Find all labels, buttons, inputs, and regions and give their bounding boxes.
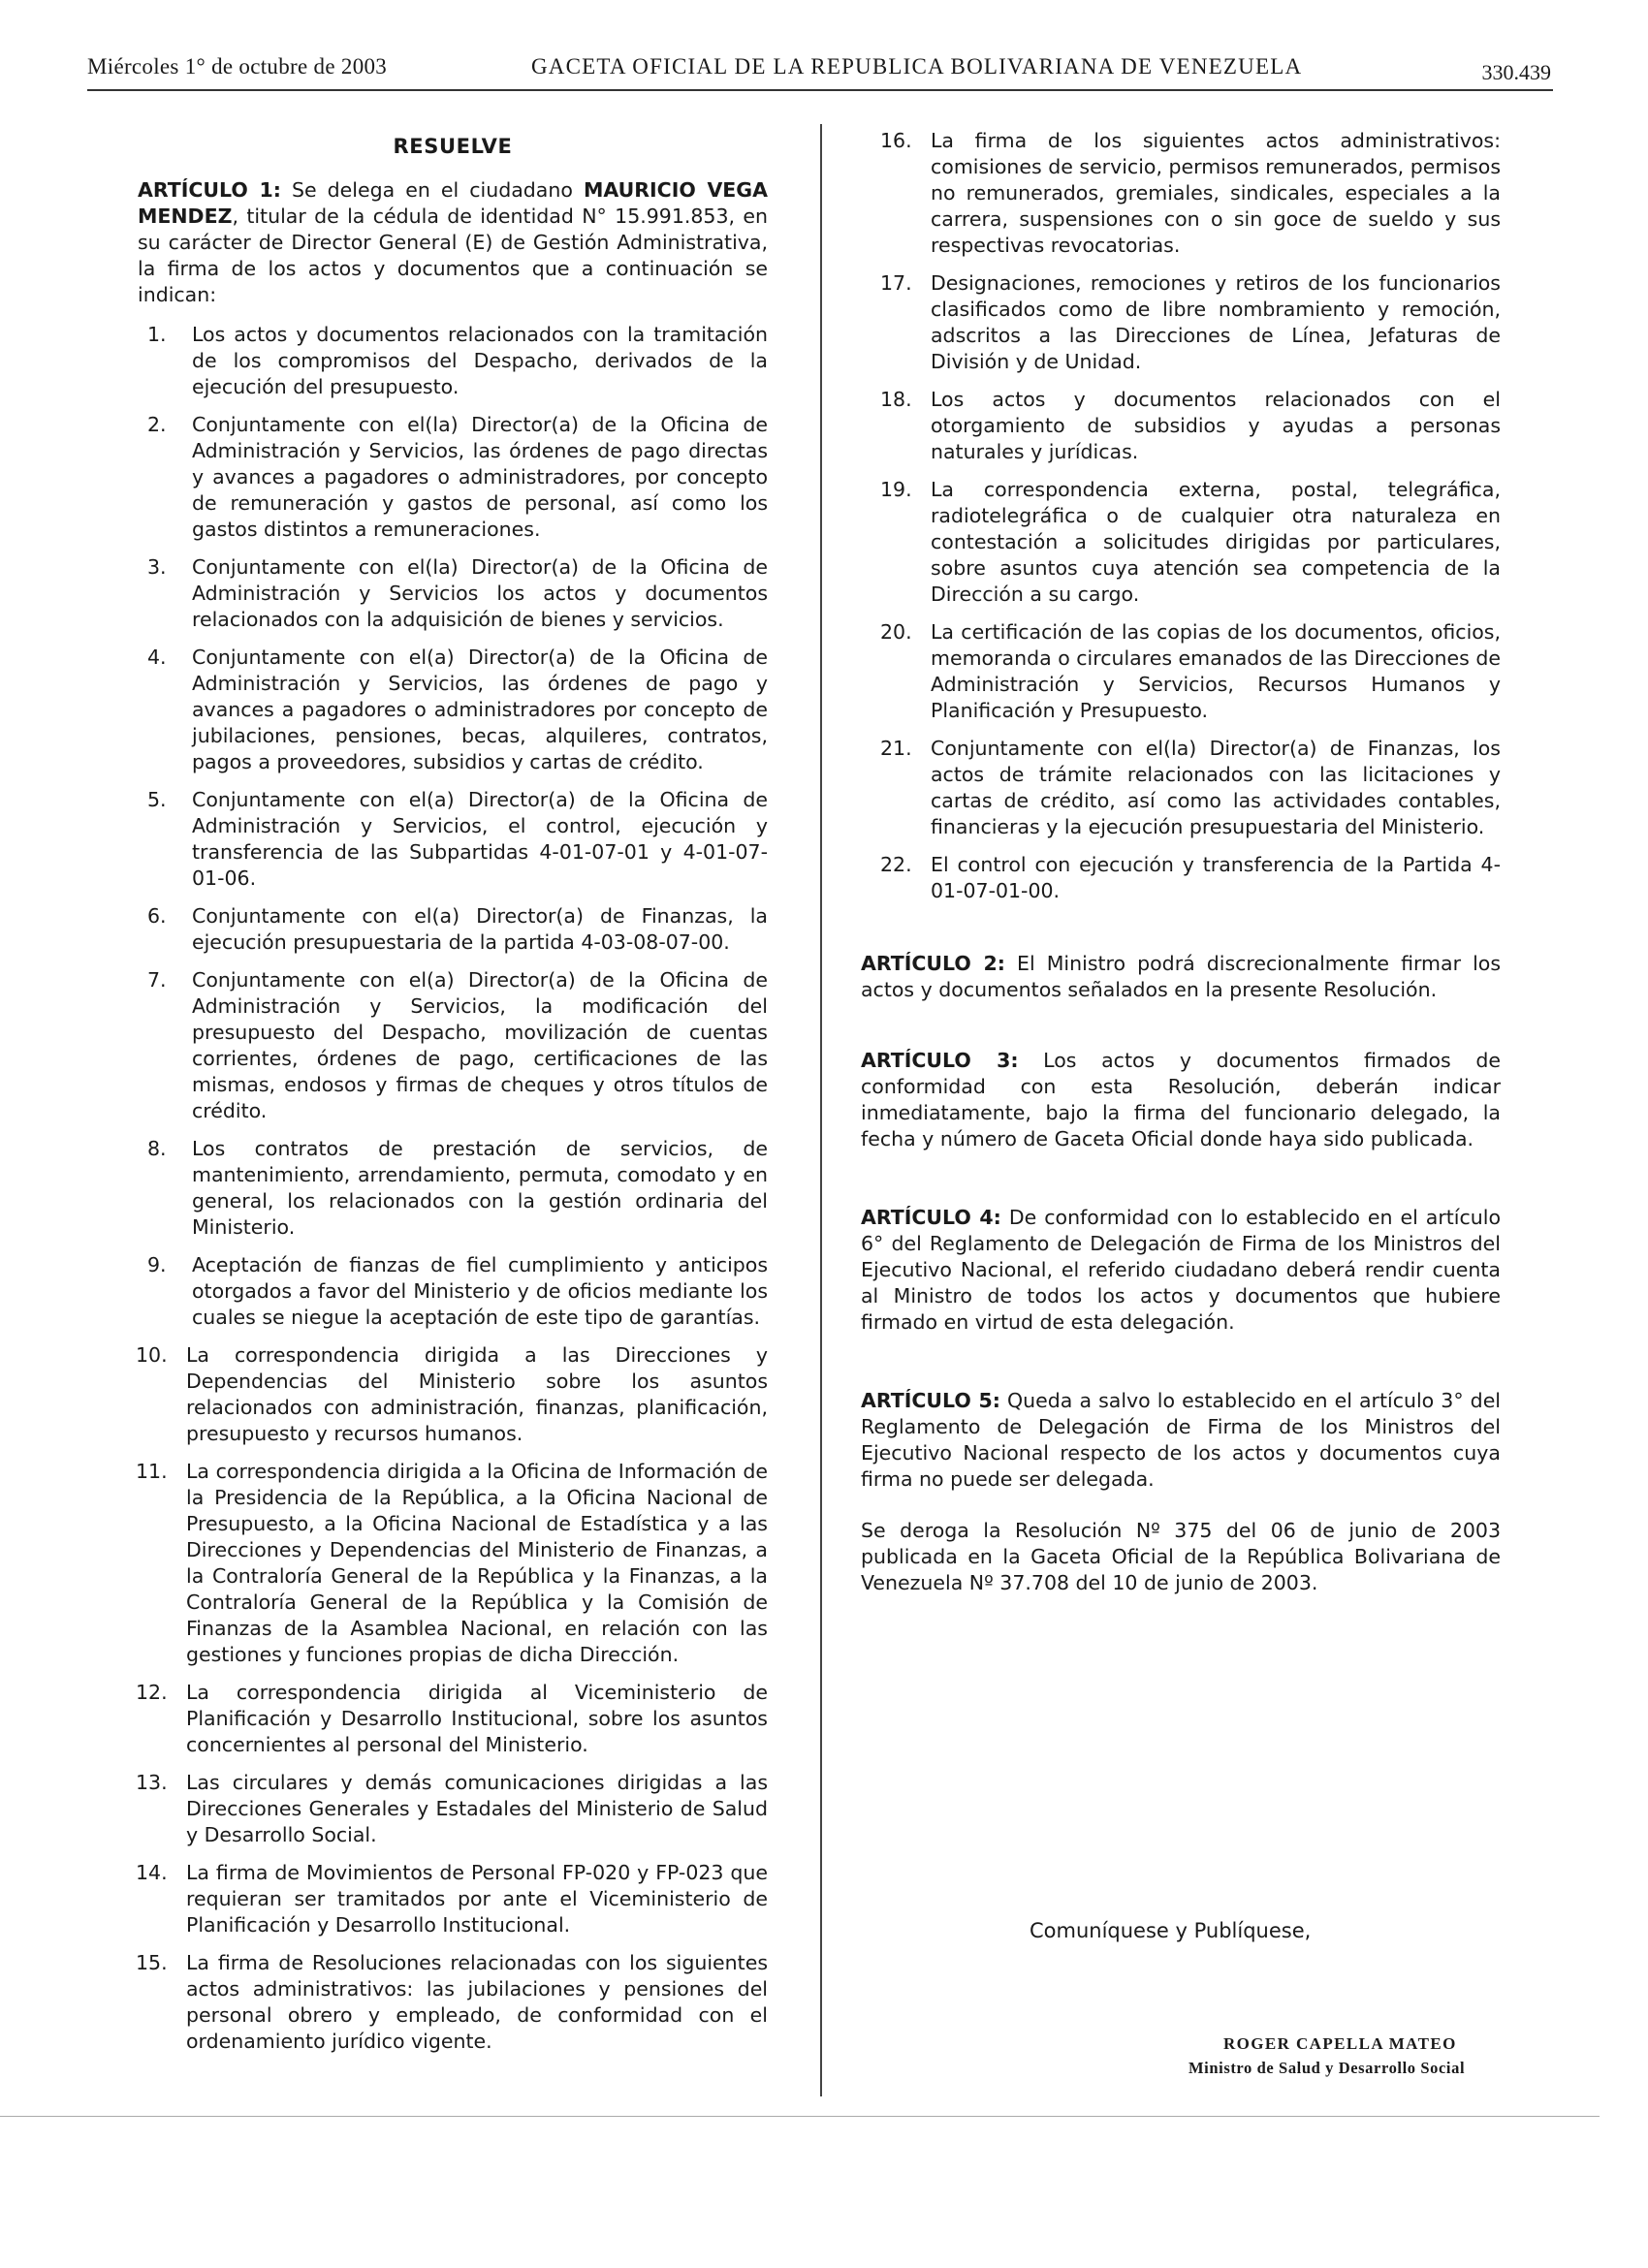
- list-item-text: El control con ejecución y transferencia de la Partida 4-01-07-01-00.: [931, 853, 1501, 902]
- list-item: [138, 1950, 768, 2055]
- list-item-number: 7.: [147, 968, 167, 992]
- article-2: [861, 951, 1501, 1003]
- delegate-name: MAURICIO VEGA MENDEZ: [138, 178, 768, 228]
- article-2-label: ARTÍCULO 2:: [861, 952, 1005, 975]
- list-item-number: 22.: [880, 853, 912, 876]
- list-item: [861, 852, 1501, 904]
- list-item-number: 8.: [147, 1137, 167, 1160]
- list-item-number: 1.: [147, 323, 167, 346]
- closing-formula: Comuníquese y Publíquese,: [1030, 1919, 1312, 1942]
- article-5-label: ARTÍCULO 5:: [861, 1389, 1000, 1412]
- list-item-number: 13.: [136, 1771, 168, 1794]
- resuelve-heading: RESUELVE: [393, 135, 513, 158]
- list-item-text: Los actos y documentos relacionados con la tramitación de los compromisos del Despacho, derivados de la ejecución del presupuesto.: [192, 323, 768, 398]
- article-3-label: ARTÍCULO 3:: [861, 1049, 1019, 1072]
- list-item-text: Designaciones, remociones y retiros de los funcionarios clasificados como de libre nombramiento y remoción, adscritos a las Direcciones de Línea, Jefaturas de División y de Unidad.: [931, 271, 1501, 373]
- list-item-number: 5.: [147, 788, 167, 811]
- list-item-number: 18.: [880, 388, 912, 411]
- list-item: [861, 736, 1501, 840]
- derogation-clause: Se deroga la Resolución Nº 375 del 06 de junio de 2003 publicada en la Gaceta Oficial de la República Bolivariana de Venezuela Nº 37.708 del 10 de junio de 2003.: [861, 1519, 1501, 1594]
- list-item-number: 16.: [880, 129, 912, 152]
- article-4-label: ARTÍCULO 4:: [861, 1206, 1001, 1229]
- article-2-text: El Ministro podrá discrecionalmente firmar los actos y documentos señalados en la presente Resolución.: [861, 952, 1501, 1001]
- list-item-text: Las circulares y demás comunicaciones dirigidas a las Direcciones Generales y Estadales del Ministerio de Salud y Desarrollo Social.: [186, 1771, 768, 1846]
- list-item: [138, 967, 768, 1124]
- footer-rule: [0, 2116, 1600, 2117]
- list-item-text: Conjuntamente con el(a) Director(a) de la Oficina de Administración y Servicios, la modificación del presupuesto del Despacho, movilización de cuentas corrientes, órdenes de pago, certificaciones de las mismas, endosos y firmas de cheques y otros títulos de crédito.: [192, 968, 768, 1122]
- list-item-number: 21.: [880, 737, 912, 760]
- signatory-name: ROGER CAPELLA MATEO: [1223, 2034, 1457, 2053]
- list-item-number: 20.: [880, 620, 912, 644]
- list-item-text: La certificación de las copias de los documentos, oficios, memoranda o circulares emanados de las Direcciones de Administración y Servicios, Recursos Humanos y Planificación y Presupuesto.: [931, 620, 1501, 722]
- article-1-intro: [138, 177, 768, 308]
- list-item: [138, 322, 768, 400]
- list-item-number: 14.: [136, 1861, 168, 1884]
- list-item: [861, 387, 1501, 465]
- list-item-number: 17.: [880, 271, 912, 295]
- list-item-number: 15.: [136, 1951, 168, 1974]
- left-column: [138, 128, 768, 2066]
- list-item-text: La correspondencia dirigida a la Oficina de Información de la Presidencia de la República, a la Oficina Nacional de Presupuesto, a la Oficina Nacional de Estadística y a las Direcciones y Dependencias del Ministerio de Finanzas, a la Contraloría General de la República y la Finanzas, a la Contraloría General de la República y la Comisión de Finanzas de la Asamblea Nacional, en relación con las gestiones y funciones propias de dicha Dirección.: [186, 1460, 768, 1666]
- list-item-text: Conjuntamente con el(la) Director(a) de la Oficina de Administración y Servicios los actos y documentos relacionados con la adquisición de bienes y servicios.: [192, 555, 768, 631]
- article-5-text: Queda a salvo lo establecido en el artículo 3° del Reglamento de Delegación de Firma de los Ministros del Ejecutivo Nacional respecto de los actos y documentos cuya firma no puede ser delegada.: [861, 1389, 1502, 1491]
- article-4: [861, 1205, 1501, 1336]
- article-1-label: ARTÍCULO 1:: [138, 178, 281, 202]
- list-item-number: 2.: [147, 413, 167, 436]
- list-item: [138, 554, 768, 633]
- list-item-text: Aceptación de fianzas de fiel cumplimiento y anticipos otorgados a favor del Ministerio y de oficios mediante los cuales se niegue la aceptación de este tipo de garantías.: [192, 1253, 768, 1329]
- article-3-text: Los actos y documentos firmados de conformidad con esta Resolución, deberán indicar inmediatamente, bajo la firma del funcionario delegado, la fecha y número de Gaceta Oficial donde haya sido publicada.: [861, 1049, 1501, 1150]
- list-item-number: 11.: [136, 1460, 168, 1483]
- list-item-text: La correspondencia dirigida a las Direcciones y Dependencias del Ministerio sobre los asuntos relacionados con administración, finanzas, planificación, presupuesto y recursos humanos.: [186, 1343, 768, 1445]
- list-item: [138, 1770, 768, 1848]
- list-item-text: Los contratos de prestación de servicios, de mantenimiento, arrendamiento, permuta, comodato y en general, los relacionados con la gestión ordinaria del Ministerio.: [192, 1137, 768, 1239]
- article-5: [861, 1388, 1501, 1493]
- list-item-number: 3.: [147, 555, 167, 579]
- signatory-role: Ministro de Salud y Desarrollo Social: [1188, 2059, 1466, 2077]
- list-item-text: La correspondencia dirigida al Viceministerio de Planificación y Desarrollo Institucional, sobre los asuntos concernientes al personal del Ministerio.: [186, 1681, 768, 1756]
- list-item-text: La firma de Resoluciones relacionadas con los siguientes actos administrativos: las jubilaciones y pensiones del personal obrero y empleado, de conformidad con el ordenamiento jurídico vigente.: [186, 1951, 768, 2053]
- list-item: [138, 1252, 768, 1331]
- article-1-text-a: Se delega en el ciudadano: [280, 178, 584, 202]
- list-item: [861, 477, 1501, 608]
- column-divider: [820, 124, 822, 2096]
- list-item: [138, 787, 768, 892]
- list-item-number: 9.: [147, 1253, 167, 1276]
- article-4-text: De conformidad con lo establecido en el artículo 6° del Reglamento de Delegación de Firma de los Ministros del Ejecutivo Nacional, el referido ciudadano deberá rendir cuenta al Ministro de todos los actos y documentos que hubiere firmado en virtud de esta delegación.: [861, 1206, 1501, 1334]
- list-item-text: La correspondencia externa, postal, telegráfica, radiotelegráfica o de cualquier otra naturaleza en contestación a solicitudes dirigidas por particulares, sobre asuntos cuya atención sea competencia de la Dirección a su cargo.: [931, 478, 1501, 606]
- list-item-text: Conjuntamente con el(a) Director(a) de Finanzas, la ejecución presupuestaria de la partida 4-03-08-07-00.: [192, 904, 768, 954]
- article-3: [861, 1048, 1501, 1152]
- list-item-number: 19.: [880, 478, 912, 501]
- right-item-list: [861, 128, 1501, 904]
- list-item: [861, 619, 1501, 724]
- header-rule: [87, 89, 1553, 91]
- article-1-text-b: , titular de la cédula de identidad N° 15.991.853, en su carácter de Director General (E) de Gestión Administrativa, la firma de los actos y documentos que a continuación se indican:: [138, 205, 768, 306]
- list-item: [138, 1860, 768, 1938]
- page-header: [87, 50, 1551, 89]
- list-item: [138, 1136, 768, 1241]
- header-title: GACETA OFICIAL DE LA REPUBLICA BOLIVARIANA DE VENEZUELA: [531, 54, 1303, 79]
- list-item: [138, 645, 768, 775]
- list-item-text: La firma de Movimientos de Personal FP-020 y FP-023 que requieran ser tramitados por ante el Viceministerio de Planificación y Desarrollo Institucional.: [186, 1861, 768, 1937]
- page-number: 330.439: [1481, 60, 1551, 84]
- left-item-list: [138, 322, 768, 2055]
- list-item-text: Los actos y documentos relacionados con el otorgamiento de subsidios y ayudas a personas naturales y jurídicas.: [931, 388, 1501, 463]
- list-item-number: 4.: [147, 646, 167, 669]
- header-date: Miércoles 1° de octubre de 2003: [87, 54, 388, 79]
- right-column: [861, 128, 1501, 1596]
- list-item: [138, 1680, 768, 1758]
- list-item-text: Conjuntamente con el(a) Director(a) de la Oficina de Administración y Servicios, las órdenes de pago y avances a pagadores o administradores por concepto de jubilaciones, pensiones, becas, alquileres, contratos, pagos a proveedores, subsidios y cartas de crédito.: [192, 646, 768, 773]
- list-item-text: Conjuntamente con el(la) Director(a) de la Oficina de Administración y Servicios, las órdenes de pago directas y avances a pagadores o administradores, por concepto de remuneración y gastos de personal, así como los gastos distintos a remuneraciones.: [192, 413, 768, 541]
- list-item-number: 10.: [136, 1343, 168, 1367]
- list-item-text: La firma de los siguientes actos administrativos: comisiones de servicio, permisos remunerados, permisos no remunerados, gremiales, sindicales, especiales a la carrera, suspensiones con o sin goce de sueldo y sus respectivas revocatorias.: [931, 129, 1501, 257]
- list-item: [861, 128, 1501, 259]
- list-item: [861, 270, 1501, 375]
- list-item-number: 12.: [136, 1681, 168, 1704]
- list-item: [138, 903, 768, 956]
- list-item-text: Conjuntamente con el(a) Director(a) de la Oficina de Administración y Servicios, el control, ejecución y transferencia de las Subpartidas 4-01-07-01 y 4-01-07-01-06.: [192, 788, 768, 890]
- list-item-number: 6.: [147, 904, 167, 928]
- list-item: [138, 412, 768, 543]
- list-item: [138, 1459, 768, 1668]
- list-item: [138, 1342, 768, 1447]
- list-item-text: Conjuntamente con el(la) Director(a) de Finanzas, los actos de trámite relacionados con las licitaciones y cartas de crédito, así como las actividades contables, financieras y la ejecución presupuestaria del Ministerio.: [931, 737, 1501, 838]
